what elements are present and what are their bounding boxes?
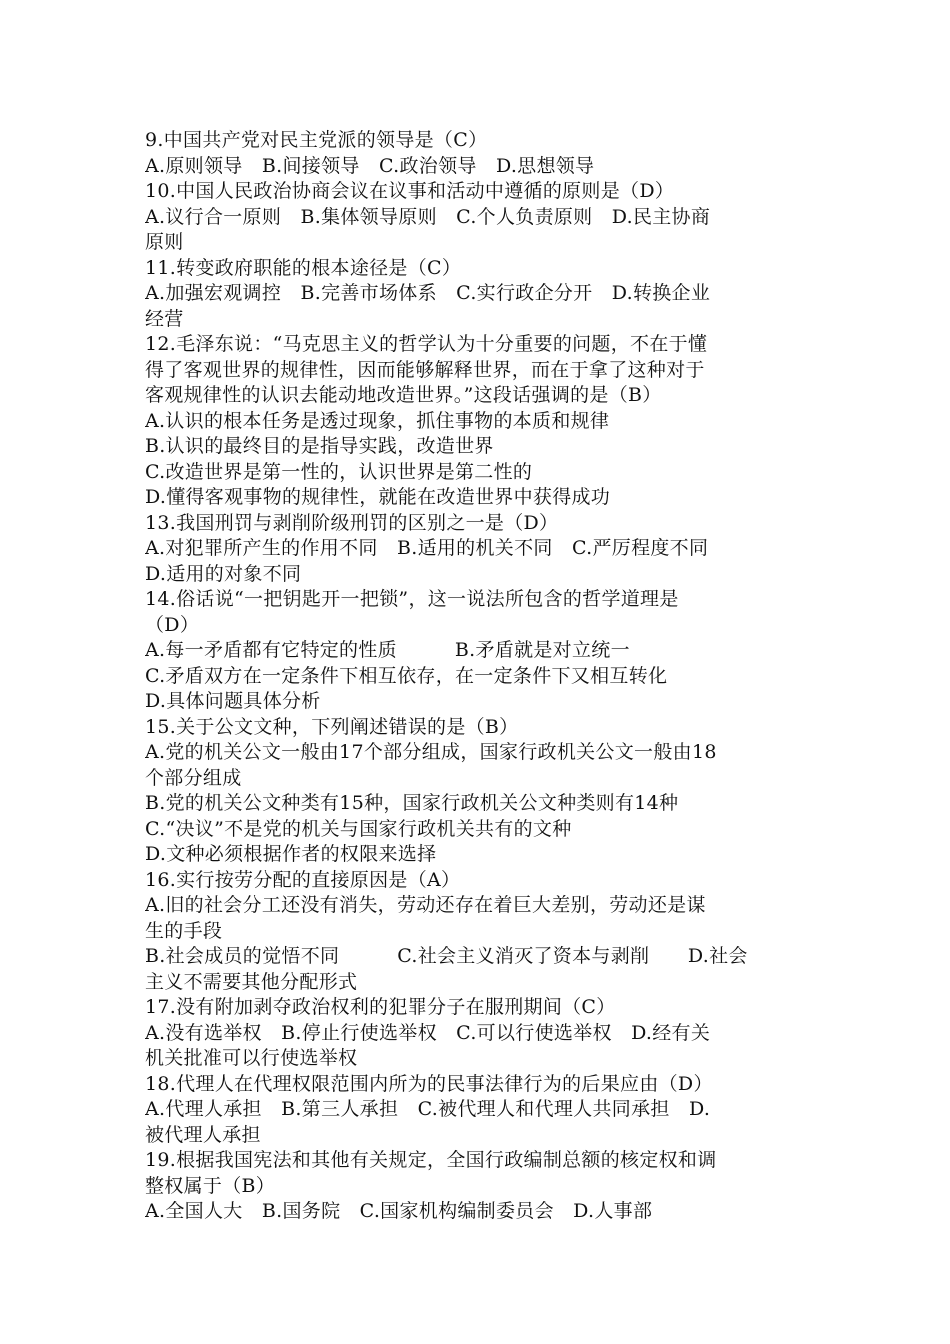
text-line: 客观规律性的认识去能动地改造世界。”这段话强调的是（B） [145,384,662,406]
text-line: 19.根据我国宪法和其他有关规定，全国行政编制总额的核定权和调 [145,1149,717,1171]
text-line: D.懂得客观事物的规律性，就能在改造世界中获得成功 [145,486,611,508]
text-line: A.旧的社会分工还没有消失，劳动还存在着巨大差别，劳动还是谋 [145,894,706,916]
text-line: D.文种必须根据作者的权限来选择 [145,843,437,865]
text-line: 14.俗话说“一把钥匙开一把锁”，这一说法所包含的哲学道理是 [145,588,679,610]
text-line: C.矛盾双方在一定条件下相互依存，在一定条件下又相互转化 [145,664,668,687]
text-line: C.改造世界是第一性的，认识世界是第二性的 [145,460,533,483]
text-line: 12.毛泽东说：“马克思主义的哲学认为十分重要的问题，不在于懂 [145,333,708,355]
text-line: D.适用的对象不同 [145,562,302,585]
text-line: 17.没有附加剥夺政治权利的犯罪分子在服刑期间（C） [145,996,616,1018]
text-line: A.认识的根本任务是透过现象，抓住事物的本质和规律 [145,409,610,432]
text-line: 经营 [145,307,184,330]
text-line: B.党的机关公文种类有15种，国家行政机关公文种类则有14种 [145,792,679,814]
text-line: A.党的机关公文一般由17个部分组成，国家行政机关公文一般由18 [145,741,717,763]
text-line: C.“决议”不是党的机关与国家行政机关共有的文种 [145,817,572,840]
text-line: 13.我国刑罚与剥削阶级刑罚的区别之一是（D） [145,511,559,534]
text-line: （D） [145,613,200,636]
text-line: 机关批准可以行使选举权 [145,1047,358,1069]
text-line: D.具体问题具体分析 [145,690,321,712]
text-line: B.社会成员的觉悟不同 C.社会主义消灭了资本与剥削 D.社会 [145,945,748,967]
text-line: 11.转变政府职能的根本途径是（C） [145,256,462,279]
text-line: A.加强宏观调控 B.完善市场体系 C.实行政企分开 D.转换企业 [145,282,711,304]
text-line: 18.代理人在代理权限范围内所为的民事法律行为的后果应由（D） [145,1072,713,1095]
text-line: 16.实行按劳分配的直接原因是（A） [145,868,461,891]
text-line: A.代理人承担 B.第三人承担 C.被代理人和代理人共同承担 D. [145,1098,711,1120]
text-line: A.议行合一原则 B.集体领导原则 C.个人负责原则 D.民主协商 [145,205,711,228]
text-line: 生的手段 [145,919,223,942]
text-line: 主义不需要其他分配形式 [145,970,358,993]
text-line: 10.中国人民政治协商会议在议事和活动中遵循的原则是（D） [145,180,675,202]
text-line: 15.关于公文文种，下列阐述错误的是（B） [145,715,519,738]
text-line: A.原则领导 B.间接领导 C.政治领导 D.思想领导 [145,154,595,177]
text-line: B.认识的最终目的是指导实践，改造世界 [145,435,494,457]
document-body [145,128,810,1225]
text-line: A.每一矛盾都有它特定的性质 B.矛盾就是对立统一 [145,639,630,661]
text-line: 整权属于（B） [145,1174,276,1197]
text-line: 9.中国共产党对民主党派的领导是（C） [145,129,488,151]
text-line: 原则 [145,231,184,253]
text-line: A.对犯罪所产生的作用不同 B.适用的机关不同 C.严厉程度不同 [145,537,709,559]
text-line: 得了客观世界的规律性，因而能够解释世界，而在于拿了这种对于 [145,358,705,381]
text-line: A.没有选举权 B.停止行使选举权 C.可以行使选举权 D.经有关 [145,1021,711,1044]
text-line: 被代理人承担 [145,1123,261,1146]
text-line: A.全国人大 B.国务院 C.国家机构编制委员会 D.人事部 [145,1200,653,1222]
text-line: 个部分组成 [145,766,242,789]
